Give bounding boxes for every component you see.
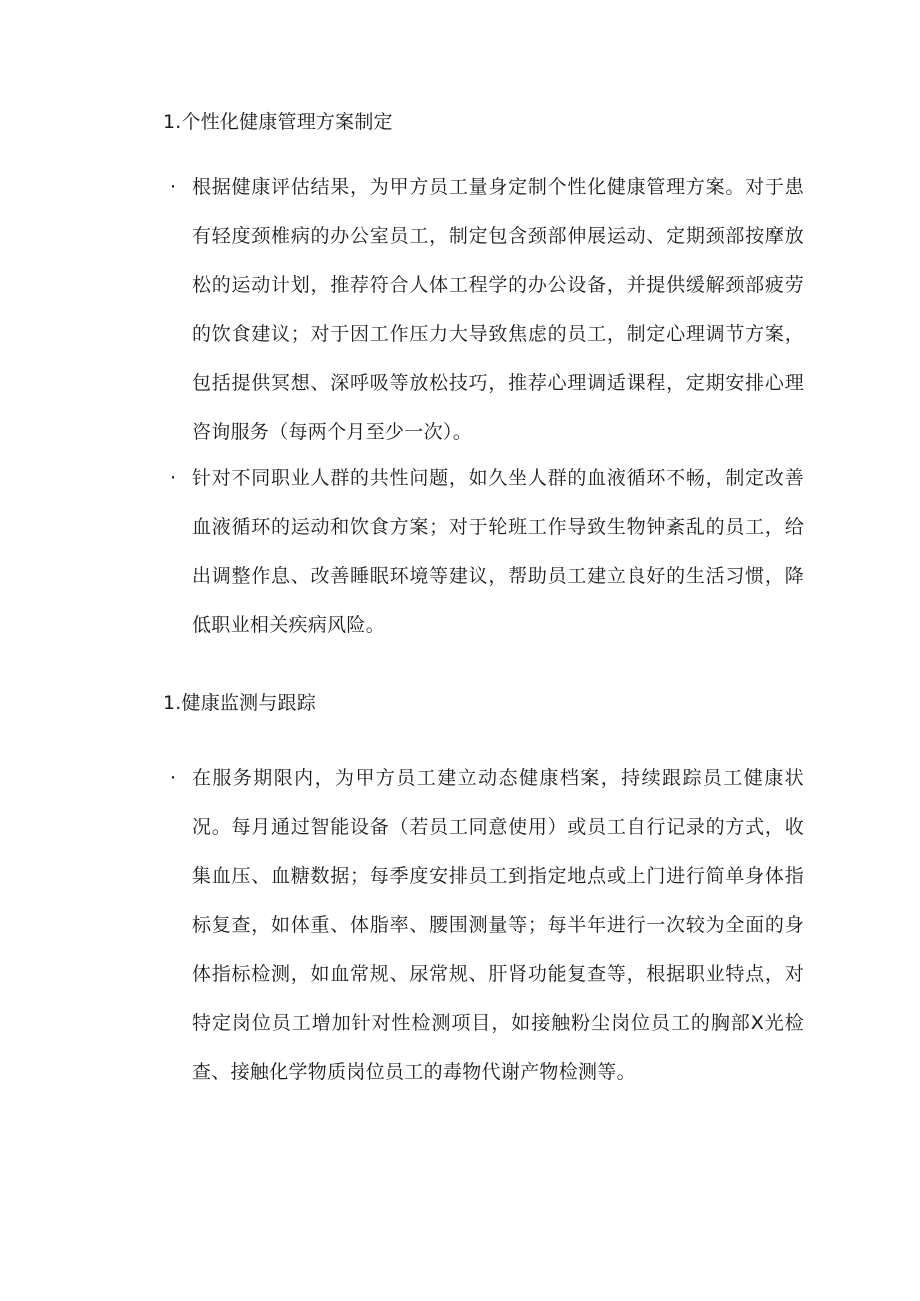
paragraph-text: 根据健康评估结果，为甲方员工量身定制个性化健康管理方案。对于患有轻度颈椎病的办公室员工，制定包含颈部伸展运动、定期颈部按摩放松的运动计划，推荐符合人体工程学的办公设备，并提供缓解颈部疲劳的饮食建议；对于因工作压力大导致焦虑的员工，制定心理调节方案，包括提供冥想、深呼吸等放松技巧，推荐心理调适课程，定期安排心理咨询服务（每两个月至少一次）。: [192, 176, 804, 443]
bullet-icon: ·: [170, 767, 177, 789]
list-item: [170, 163, 810, 457]
list-item: [170, 754, 810, 1097]
bullet-icon: ·: [170, 467, 177, 489]
section-heading-personalized-plan: 1.个性化健康管理方案制定: [163, 111, 393, 133]
paragraph-text: 在服务期限内，为甲方员工建立动态健康档案，持续跟踪员工健康状况。每月通过智能设备（若员工同意使用）或员工自行记录的方式，收集血压、血糖数据；每季度安排员工到指定地点或上门进行简单身体指标复查，如体重、体脂率、腰围测量等；每半年进行一次较为全面的身体指标检测，如血常规、尿常规、肝肾功能复查等，根据职业特点，对特定岗位员工增加针对性检测项目，如接触粉尘岗位员工的胸部X光检查、接触化学物质岗位员工的毒物代谢产物检测等。: [192, 767, 804, 1083]
list-item: [170, 454, 810, 650]
paragraph-text: 针对不同职业人群的共性问题，如久坐人群的血液循环不畅，制定改善血液循环的运动和饮食方案；对于轮班工作导致生物钟紊乱的员工，给出调整作息、改善睡眠环境等建议，帮助员工建立良好的生活习惯，降低职业相关疾病风险。: [192, 467, 804, 636]
section-heading-health-monitoring: 1.健康监测与跟踪: [163, 692, 316, 714]
bullet-icon: ·: [170, 176, 177, 198]
